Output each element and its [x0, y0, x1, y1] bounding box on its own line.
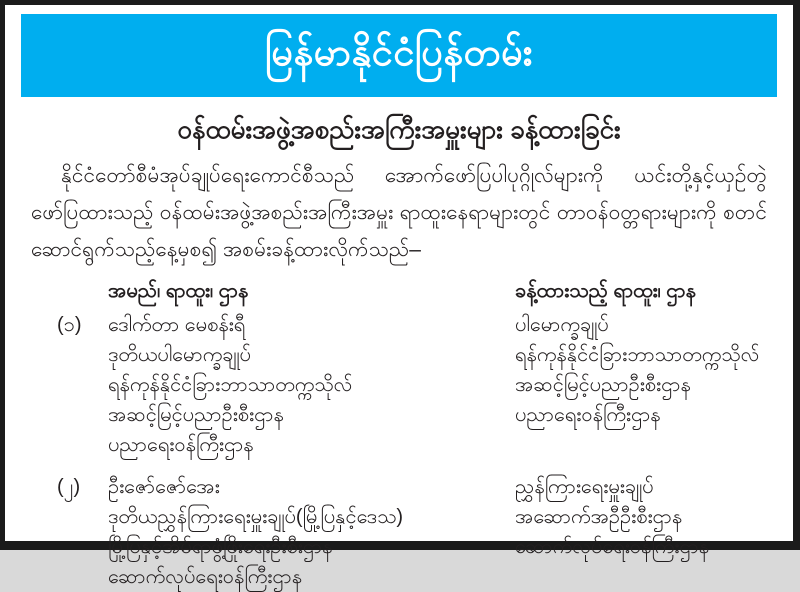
column-header-left: အမည်၊ ရာထူး၊ ဌာန [108, 280, 249, 302]
entry-number: (၁) [57, 314, 82, 336]
entry-line: အဆင့်မြင့်ပညာဦးစီးဌာန [515, 374, 691, 396]
entry-line: အဆင့်မြင့်ပညာဦးစီးဌာန [108, 404, 284, 426]
entry-line: အဆောက်အဦဦးစီးဌာန [515, 506, 683, 528]
entry-line: ဒုတိယညွှန်ကြားရေးမှူးချုပ်(မြို့ပြနှင့်ဒေသ) [108, 506, 404, 528]
column-headers [57, 276, 765, 306]
entry-line: မြို့ပြနှင့်အိမ်ရာဖွံ့ဖြိုးရေးဦးစီးဌာန [108, 536, 333, 558]
appointment-entry-1 [57, 310, 765, 460]
entry-line: ဒုတိယပါမောက္ခချုပ် [108, 344, 251, 366]
entry-line: ညွှန်ကြားရေးမှူးချုပ် [515, 476, 654, 498]
gazette-title: မြန်မာနိုင်ငံပြန်တမ်း [265, 31, 533, 74]
entry-line: ဦးဇော်ဇော်အေး [108, 476, 220, 498]
entry-line: ရန်ကုန်နိုင်ငံခြားဘာသာတက္ကသိုလ် [108, 374, 353, 396]
entry-left-column [108, 472, 515, 592]
gazette-banner [21, 14, 777, 97]
entry-right-column [515, 472, 765, 562]
entry-line: ပါမောက္ခချုပ် [515, 314, 609, 336]
appointment-entry-2 [57, 472, 765, 592]
column-header-right: ခန့်ထားသည့် ရာထူး၊ ဌာန [515, 280, 696, 302]
entry-line: ပညာရေးဝန်ကြီးဌာန [515, 404, 661, 426]
entry-left-column [108, 310, 515, 460]
appointments-table [57, 276, 765, 592]
entry-line: ရန်ကုန်နိုင်ငံခြားဘာသာတက္ကသိုလ် [515, 344, 760, 366]
intro-paragraph: နိုင်ငံတော်စီမံအုပ်ချုပ်ရေးကောင်စီသည် အောက်ဖော်ပြပါပုဂ္ဂိုလ်များကို ယင်းတို့နှင့်ယှဉ်တွဲ ဖော်ပြထားသည့် ဝန်ထမ်းအဖွဲ့အစည်းအကြီးအမှူး ရာထူးနေရာများတွင် တာဝန်ဝတ္တရားများကို စတင်ဆောင်ရွက်သည့်နေ့မှစ၍ အစမ်းခန့်ထားလိုက်သည်– [31, 164, 767, 261]
entry-right-column [515, 310, 765, 430]
entry-line: ပညာရေးဝန်ကြီးဌာန [108, 434, 254, 456]
appointment-heading: ဝန်ထမ်းအဖွဲ့အစည်းအကြီးအမှူးများ ခန့်ထားခြင်း [177, 114, 621, 144]
entry-number: (၂) [57, 476, 81, 498]
entry-line: ဒေါက်တာ မေစန်းရီ [108, 314, 246, 336]
entry-line: ဆောက်လုပ်ရေးဝန်ကြီးဌာန [515, 536, 710, 558]
entry-line: ဆောက်လုပ်ရေးဝန်ကြီးဌာန [108, 566, 303, 588]
